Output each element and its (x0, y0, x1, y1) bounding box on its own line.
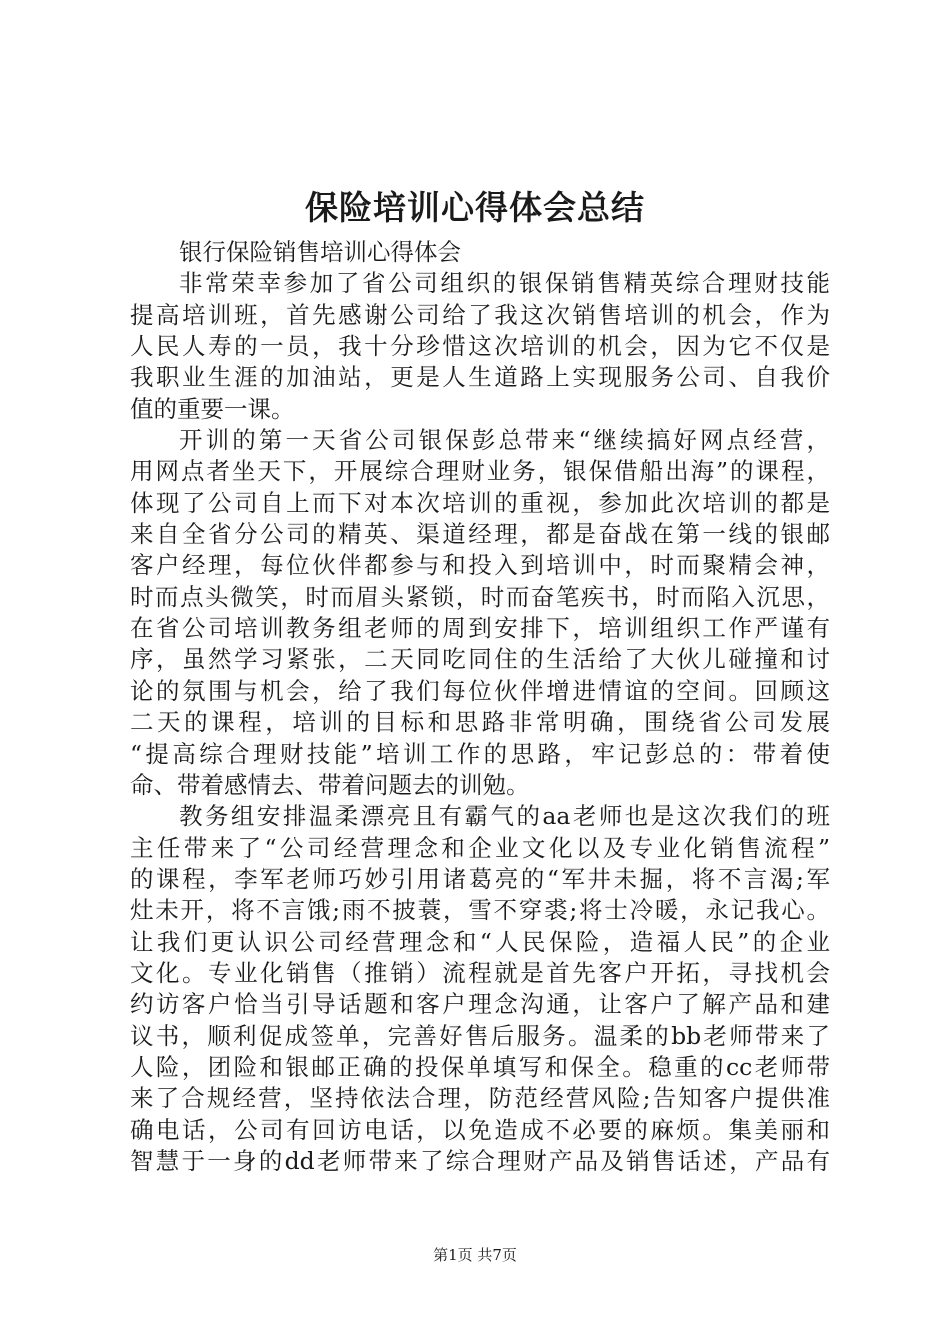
text-line: 确电话，公司有回访电话，以免造成不必要的麻烦。集美丽和 (130, 1115, 830, 1144)
text-line: 我职业生涯的加油站，更是人生道路上实现服务公司、自我价 (130, 363, 830, 392)
text-line: 灶未开，将不言饿;雨不披蓑，雪不穿裘;将士冷暖，永记我心。 (130, 896, 830, 925)
document-body (130, 237, 830, 1177)
text-line: 时而点头微笑，时而眉头紧锁，时而奋笔疾书，时而陷入沉思， (130, 582, 830, 611)
document-title: 保险培训心得体会总结 (305, 188, 645, 227)
text-line: 让我们更认识公司经营理念和“人民保险，造福人民”的企业 (130, 927, 830, 956)
text-line: 约访客户恰当引导话题和客户理念沟通，让客户了解产品和建 (130, 990, 830, 1019)
text-line: 银行保险销售培训心得体会 (179, 238, 461, 266)
text-line: 来自全省分公司的精英、渠道经理，都是奋战在第一线的银邮 (130, 520, 830, 549)
text-line: 客户经理，每位伙伴都参与和投入到培训中，时而聚精会神， (130, 551, 830, 580)
text-line: 智慧于一身的dd老师带来了综合理财产品及销售话述，产品有 (130, 1146, 830, 1175)
text-line: 文化。专业化销售（推销）流程就是首先客户开拓，寻找机会 (130, 958, 830, 987)
text-line: 的课程，李军老师巧妙引用诸葛亮的“军井未掘，将不言渴;军 (130, 864, 830, 893)
text-line: “提高综合理财技能”培训工作的思路，牢记彭总的：带着使 (130, 739, 830, 768)
text-line: 在省公司培训教务组老师的周到安排下，培训组织工作严谨有 (130, 614, 830, 643)
page-number-footer: 第1页 共7页 (433, 1246, 517, 1264)
text-line: 用网点者坐天下，开展综合理财业务，银保借船出海”的课程， (130, 457, 830, 486)
text-line: 主任带来了“公司经营理念和企业文化以及专业化销售流程” (130, 833, 830, 862)
text-line: 人险，团险和银邮正确的投保单填写和保全。稳重的cc老师带 (130, 1052, 830, 1081)
text-line: 非常荣幸参加了省公司组织的银保销售精英综合理财技能 (179, 269, 830, 298)
text-line: 体现了公司自上而下对本次培训的重视，参加此次培训的都是 (130, 488, 830, 517)
text-line: 二天的课程，培训的目标和思路非常明确，围绕省公司发展 (130, 708, 830, 737)
text-line: 论的氛围与机会，给了我们每位伙伴增进情谊的空间。回顾这 (130, 676, 830, 705)
text-line: 人民人寿的一员，我十分珍惜这次培训的机会，因为它不仅是 (130, 332, 830, 361)
text-line: 提高培训班，首先感谢公司给了我这次销售培训的机会，作为 (130, 300, 830, 329)
text-line: 议书，顺利促成签单，完善好售后服务。温柔的bb老师带来了 (130, 1021, 830, 1050)
text-line: 序，虽然学习紧张，二天同吃同住的生活给了大伙儿碰撞和讨 (130, 645, 830, 674)
text-line: 值的重要一课。 (130, 394, 295, 423)
text-line: 命、带着感情去、带着问题去的训勉。 (130, 770, 530, 799)
text-line: 来了合规经营，坚持依法合理，防范经营风险;告知客户提供准 (130, 1084, 830, 1113)
text-line: 开训的第一天省公司银保彭总带来“继续搞好网点经营， (179, 426, 830, 455)
text-line: 教务组安排温柔漂亮且有霸气的aa老师也是这次我们的班 (179, 802, 830, 831)
